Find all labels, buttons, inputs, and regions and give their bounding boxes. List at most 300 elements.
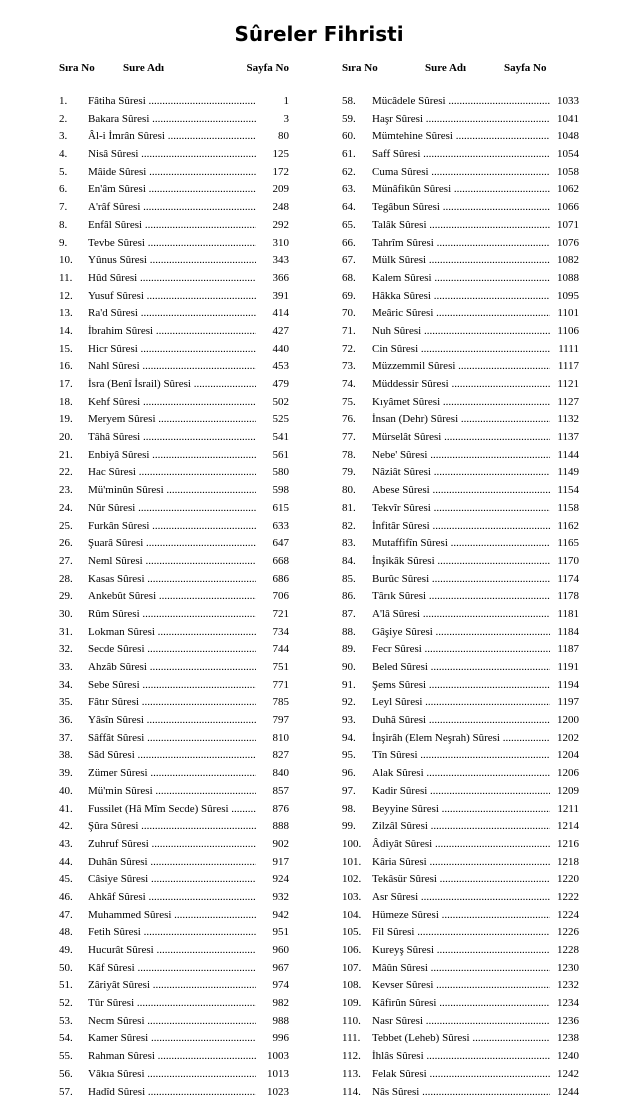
page-number: 1206 (557, 765, 579, 783)
sure-name: Hümeze Sûresi ..... (372, 907, 550, 925)
page-number: 1230 (557, 960, 579, 978)
table-row (59, 712, 289, 730)
sure-name: İbrahim Sûresi ..... (88, 323, 256, 341)
sure-name: Zümer Sûresi ..... (88, 765, 256, 783)
sira-no: 19. (59, 411, 73, 429)
sure-name: Kâfirûn Sûresi ..... (372, 995, 550, 1013)
page-number: 1088 (557, 270, 579, 288)
page-number: 248 (273, 199, 290, 217)
sure-name: Kalem Sûresi ..... (372, 270, 550, 288)
sure-name: Yusuf Sûresi ..... (88, 288, 256, 306)
right-row-list (342, 93, 579, 1101)
table-row (342, 1066, 579, 1084)
table-row (59, 252, 289, 270)
sira-no: 90. (342, 659, 356, 677)
sira-no: 10. (59, 252, 73, 270)
page-number: 1216 (557, 836, 579, 854)
table-row (59, 960, 289, 978)
sira-no: 57. (59, 1084, 73, 1101)
table-row (59, 341, 289, 359)
page-number: 668 (273, 553, 290, 571)
table-row (342, 288, 579, 306)
table-row (59, 747, 289, 765)
table-row (342, 128, 579, 146)
sira-no: 50. (59, 960, 73, 978)
page-number: 785 (273, 694, 290, 712)
page-number: 888 (273, 818, 290, 836)
table-row (59, 1013, 289, 1031)
sira-no: 13. (59, 305, 73, 323)
sira-no: 8. (59, 217, 67, 235)
table-row (59, 571, 289, 589)
page-number: 615 (273, 500, 290, 518)
page-number: 80 (278, 128, 289, 146)
sure-name: Duhâ Sûresi ..... (372, 712, 550, 730)
table-row (59, 977, 289, 995)
sure-name: Hicr Sûresi ..... (88, 341, 256, 359)
page-number: 1033 (557, 93, 579, 111)
page-number: 479 (273, 376, 290, 394)
sira-no: 80. (342, 482, 356, 500)
sure-name: Mü'min Sûresi ..... (88, 783, 256, 801)
sira-no: 54. (59, 1030, 73, 1048)
column-header (59, 62, 289, 78)
sure-name: Fecr Sûresi ..... (372, 641, 550, 659)
table-row (59, 447, 289, 465)
sira-no: 69. (342, 288, 356, 306)
table-row (342, 606, 579, 624)
sira-no: 88. (342, 624, 356, 642)
table-row (59, 907, 289, 925)
table-row (342, 429, 579, 447)
page-number: 633 (273, 518, 290, 536)
page-number: 876 (273, 801, 290, 819)
page-number: 1242 (557, 1066, 579, 1084)
sira-no: 28. (59, 571, 73, 589)
page-number: 1076 (557, 235, 579, 253)
sure-name: Kehf Sûresi ..... (88, 394, 256, 412)
sure-name: Alak Sûresi ..... (372, 765, 550, 783)
sira-no: 64. (342, 199, 356, 217)
table-row (342, 960, 579, 978)
page-number: 1082 (557, 252, 579, 270)
table-row (342, 394, 579, 412)
table-row (59, 518, 289, 536)
sure-name: Saff Sûresi ..... (372, 146, 550, 164)
table-row (59, 128, 289, 146)
sure-name: Kevser Sûresi ..... (372, 977, 550, 995)
table-row (59, 871, 289, 889)
page-number: 810 (273, 730, 290, 748)
page-number: 3 (284, 111, 290, 129)
table-row (59, 181, 289, 199)
sure-name: Mâide Sûresi ..... (88, 164, 256, 182)
sira-no: 26. (59, 535, 73, 553)
table-row (342, 500, 579, 518)
sure-name: Fâtiha Sûresi ..... (88, 93, 256, 111)
page-number: 1194 (557, 677, 579, 695)
sira-no: 6. (59, 181, 67, 199)
sure-name: İhlâs Sûresi ..... (372, 1048, 550, 1066)
sure-name: Hadîd Sûresi ..... (88, 1084, 256, 1101)
page-number: 1218 (557, 854, 579, 872)
sure-name: Şûra Sûresi ..... (88, 818, 256, 836)
sure-name: Hûd Sûresi ..... (88, 270, 256, 288)
sira-no: 39. (59, 765, 73, 783)
page-number: 1220 (557, 871, 579, 889)
sure-name: A'lâ Sûresi ..... (372, 606, 550, 624)
table-row (59, 535, 289, 553)
table-row (59, 942, 289, 960)
page-number: 1095 (557, 288, 579, 306)
page-number: 902 (273, 836, 290, 854)
table-row (342, 571, 579, 589)
page-number: 1222 (557, 889, 579, 907)
sira-no: 93. (342, 712, 356, 730)
sira-no: 52. (59, 995, 73, 1013)
table-row (59, 358, 289, 376)
table-row (342, 535, 579, 553)
sira-no: 100. (342, 836, 361, 854)
sure-name: Kâria Sûresi ..... (372, 854, 550, 872)
header-sure-adi: Sure Adı (123, 62, 164, 74)
page-number: 771 (273, 677, 290, 695)
sure-name: Âl-i İmrân Sûresi ..... (88, 128, 256, 146)
sure-name: Sâffât Sûresi ..... (88, 730, 256, 748)
sira-no: 102. (342, 871, 361, 889)
table-row (59, 288, 289, 306)
table-row (59, 677, 289, 695)
table-row (59, 305, 289, 323)
sira-no: 55. (59, 1048, 73, 1066)
sira-no: 94. (342, 730, 356, 748)
table-row (59, 93, 289, 111)
sure-name: Cin Sûresi ..... (372, 341, 550, 359)
sira-no: 46. (59, 889, 73, 907)
header-sira-no: Sıra No (342, 62, 378, 74)
sira-no: 63. (342, 181, 356, 199)
page-number: 525 (273, 411, 290, 429)
page-number: 706 (273, 588, 290, 606)
table-row (342, 889, 579, 907)
sure-name: Tahrîm Sûresi ..... (372, 235, 550, 253)
table-row (59, 606, 289, 624)
page-number: 1184 (557, 624, 579, 642)
sure-name: Mâûn Sûresi ..... (372, 960, 550, 978)
sira-no: 86. (342, 588, 356, 606)
sure-name: Tebbet (Leheb) Sûresi ..... (372, 1030, 550, 1048)
sure-name: Bakara Sûresi ..... (88, 111, 256, 129)
sure-name: Haşr Sûresi ..... (372, 111, 550, 129)
sira-no: 16. (59, 358, 73, 376)
page-number: 1154 (557, 482, 579, 500)
sure-name: Burûc Sûresi ..... (372, 571, 550, 589)
sure-name: Tûr Sûresi ..... (88, 995, 256, 1013)
sure-name: Hâkka Sûresi ..... (372, 288, 550, 306)
page-number: 1071 (557, 217, 579, 235)
sira-no: 2. (59, 111, 67, 129)
sira-no: 49. (59, 942, 73, 960)
sure-name: Yûnus Sûresi ..... (88, 252, 256, 270)
page-number: 1101 (557, 305, 579, 323)
sira-no: 3. (59, 128, 67, 146)
sira-no: 101. (342, 854, 361, 872)
table-row (342, 111, 579, 129)
page-number: 1062 (557, 181, 579, 199)
table-row (342, 553, 579, 571)
page-number: 1244 (557, 1084, 579, 1101)
table-row (59, 376, 289, 394)
sira-no: 71. (342, 323, 356, 341)
page-number: 797 (273, 712, 290, 730)
page-number: 310 (273, 235, 290, 253)
table-row (59, 1066, 289, 1084)
table-row (342, 588, 579, 606)
page-number: 1224 (557, 907, 579, 925)
page-number: 1048 (557, 128, 579, 146)
page-number: 209 (273, 181, 290, 199)
sira-no: 70. (342, 305, 356, 323)
table-row (342, 358, 579, 376)
table-row (342, 305, 579, 323)
page-number: 1204 (557, 747, 579, 765)
sure-name: Sebe Sûresi ..... (88, 677, 256, 695)
page-number: 1174 (557, 571, 579, 589)
table-row (59, 801, 289, 819)
table-row (342, 235, 579, 253)
sira-no: 15. (59, 341, 73, 359)
table-row (59, 783, 289, 801)
sure-name: Muhammed Sûresi ..... (88, 907, 256, 925)
sira-no: 18. (59, 394, 73, 412)
page-number: 1058 (557, 164, 579, 182)
sure-name: Sâd Sûresi ..... (88, 747, 256, 765)
table-row (342, 482, 579, 500)
page-number: 1226 (557, 924, 579, 942)
page-number: 366 (273, 270, 290, 288)
table-row (59, 995, 289, 1013)
sira-no: 96. (342, 765, 356, 783)
table-row (342, 924, 579, 942)
table-row (342, 181, 579, 199)
table-row (342, 801, 579, 819)
sira-no: 61. (342, 146, 356, 164)
table-row (342, 518, 579, 536)
sure-name: Fetih Sûresi ..... (88, 924, 256, 942)
sira-no: 37. (59, 730, 73, 748)
table-row (59, 624, 289, 642)
page-number: 1 (284, 93, 290, 111)
page-number: 1158 (557, 500, 579, 518)
page-number: 1202 (557, 730, 579, 748)
header-sayfa-no: Sayfa No (504, 62, 546, 74)
page-number: 1240 (557, 1048, 579, 1066)
sira-no: 33. (59, 659, 73, 677)
page-number: 1232 (557, 977, 579, 995)
table-row (342, 730, 579, 748)
sure-name: İnfitâr Sûresi ..... (372, 518, 550, 536)
sira-no: 5. (59, 164, 67, 182)
sira-no: 110. (342, 1013, 361, 1031)
table-row (342, 977, 579, 995)
page-number: 1191 (557, 659, 579, 677)
table-row (59, 553, 289, 571)
table-row (59, 730, 289, 748)
page-number: 1211 (557, 801, 579, 819)
page-number: 1197 (557, 694, 579, 712)
page-number: 982 (273, 995, 290, 1013)
sure-name: Mülk Sûresi ..... (372, 252, 550, 270)
sira-no: 40. (59, 783, 73, 801)
header-sira-no: Sıra No (59, 62, 95, 74)
page-number: 932 (273, 889, 290, 907)
sira-no: 17. (59, 376, 73, 394)
sure-name: Nisâ Sûresi ..... (88, 146, 256, 164)
sure-name: Zuhruf Sûresi ..... (88, 836, 256, 854)
sure-name: Yâsîn Sûresi ..... (88, 712, 256, 730)
sira-no: 73. (342, 358, 356, 376)
sure-name: Nahl Sûresi ..... (88, 358, 256, 376)
sure-name: En'âm Sûresi ..... (88, 181, 256, 199)
sira-no: 59. (342, 111, 356, 129)
sira-no: 48. (59, 924, 73, 942)
sure-name: Kâf Sûresi ..... (88, 960, 256, 978)
sira-no: 74. (342, 376, 356, 394)
page-number: 857 (273, 783, 290, 801)
table-row (342, 1030, 579, 1048)
table-row (59, 146, 289, 164)
table-row (342, 1013, 579, 1031)
sira-no: 72. (342, 341, 356, 359)
sira-no: 60. (342, 128, 356, 146)
page-number: 686 (273, 571, 290, 589)
sure-name: Târık Sûresi ..... (372, 588, 550, 606)
table-row (59, 694, 289, 712)
sure-name: Nûr Sûresi ..... (88, 500, 256, 518)
page-number: 951 (273, 924, 290, 942)
page-number: 1106 (557, 323, 579, 341)
sure-name: Nâs Sûresi ..... (372, 1084, 550, 1101)
sira-no: 11. (59, 270, 72, 288)
sure-name: Kıyâmet Sûresi ..... (372, 394, 550, 412)
page-number: 988 (273, 1013, 290, 1031)
table-row (59, 270, 289, 288)
sira-no: 75. (342, 394, 356, 412)
table-row (59, 1084, 289, 1101)
page-number: 1209 (557, 783, 579, 801)
sira-no: 76. (342, 411, 356, 429)
table-row (59, 1048, 289, 1066)
sira-no: 25. (59, 518, 73, 536)
page-number: 1165 (557, 535, 579, 553)
table-row (342, 146, 579, 164)
sira-no: 83. (342, 535, 356, 553)
page-number: 1023 (267, 1084, 289, 1101)
sure-name: Mürselât Sûresi ..... (372, 429, 550, 447)
sure-name: Ahzâb Sûresi ..... (88, 659, 256, 677)
sure-name: Rûm Sûresi ..... (88, 606, 256, 624)
left-row-list (59, 93, 289, 1101)
sure-name: Cuma Sûresi ..... (372, 164, 550, 182)
sira-no: 103. (342, 889, 361, 907)
table-row (342, 818, 579, 836)
right-column (342, 62, 579, 1101)
sira-no: 38. (59, 747, 73, 765)
page-number: 1132 (557, 411, 579, 429)
sira-no: 82. (342, 518, 356, 536)
sira-no: 58. (342, 93, 356, 111)
sure-name: İnsan (Dehr) Sûresi ..... (372, 411, 550, 429)
page-number: 1236 (557, 1013, 579, 1031)
page-number: 343 (273, 252, 290, 270)
sure-name: Secde Sûresi ..... (88, 641, 256, 659)
page-number: 1178 (557, 588, 579, 606)
sira-no: 112. (342, 1048, 361, 1066)
sira-no: 35. (59, 694, 73, 712)
table-row (59, 659, 289, 677)
sure-name: Kadir Sûresi ..... (372, 783, 550, 801)
sure-name: Nebe' Sûresi ..... (372, 447, 550, 465)
page-number: 1228 (557, 942, 579, 960)
table-row (59, 765, 289, 783)
sira-no: 113. (342, 1066, 361, 1084)
sure-name: Enbiyâ Sûresi ..... (88, 447, 256, 465)
table-row (342, 907, 579, 925)
sira-no: 66. (342, 235, 356, 253)
sira-no: 68. (342, 270, 356, 288)
sure-name: Necm Sûresi ..... (88, 1013, 256, 1031)
table-row (59, 164, 289, 182)
sure-name: Hac Sûresi ..... (88, 464, 256, 482)
table-row (342, 677, 579, 695)
page-number: 960 (273, 942, 290, 960)
page-number: 440 (273, 341, 290, 359)
page-number: 751 (273, 659, 290, 677)
page-number: 1144 (557, 447, 579, 465)
sure-name: Tekâsür Sûresi ..... (372, 871, 550, 889)
sira-no: 42. (59, 818, 73, 836)
table-row (342, 1084, 579, 1101)
header-sure-adi: Sure Adı (425, 62, 466, 74)
page-number: 1238 (557, 1030, 579, 1048)
sure-name: Abese Sûresi ..... (372, 482, 550, 500)
page-number: 1041 (557, 111, 579, 129)
table-row (59, 924, 289, 942)
page-number: 427 (273, 323, 290, 341)
table-row (59, 111, 289, 129)
sira-no: 7. (59, 199, 67, 217)
sure-name: Beyyine Sûresi ..... (372, 801, 550, 819)
sure-name: Rahman Sûresi ..... (88, 1048, 256, 1066)
sure-name: İsra (Benî İsrail) Sûresi ..... (88, 376, 256, 394)
sure-name: Ankebût Sûresi ..... (88, 588, 256, 606)
sira-no: 65. (342, 217, 356, 235)
sure-name: Fâtır Sûresi ..... (88, 694, 256, 712)
sure-name: Mutaffifîn Sûresi ..... (372, 535, 550, 553)
sira-no: 23. (59, 482, 73, 500)
table-row (59, 323, 289, 341)
sure-name: Mücâdele Sûresi ..... (372, 93, 550, 111)
sira-no: 95. (342, 747, 356, 765)
sira-no: 89. (342, 641, 356, 659)
table-row (342, 854, 579, 872)
page-number: 734 (273, 624, 290, 642)
sira-no: 30. (59, 606, 73, 624)
page-number: 1066 (557, 199, 579, 217)
sure-name: Müzzemmil Sûresi ..... (372, 358, 550, 376)
table-row (59, 411, 289, 429)
table-row (59, 500, 289, 518)
